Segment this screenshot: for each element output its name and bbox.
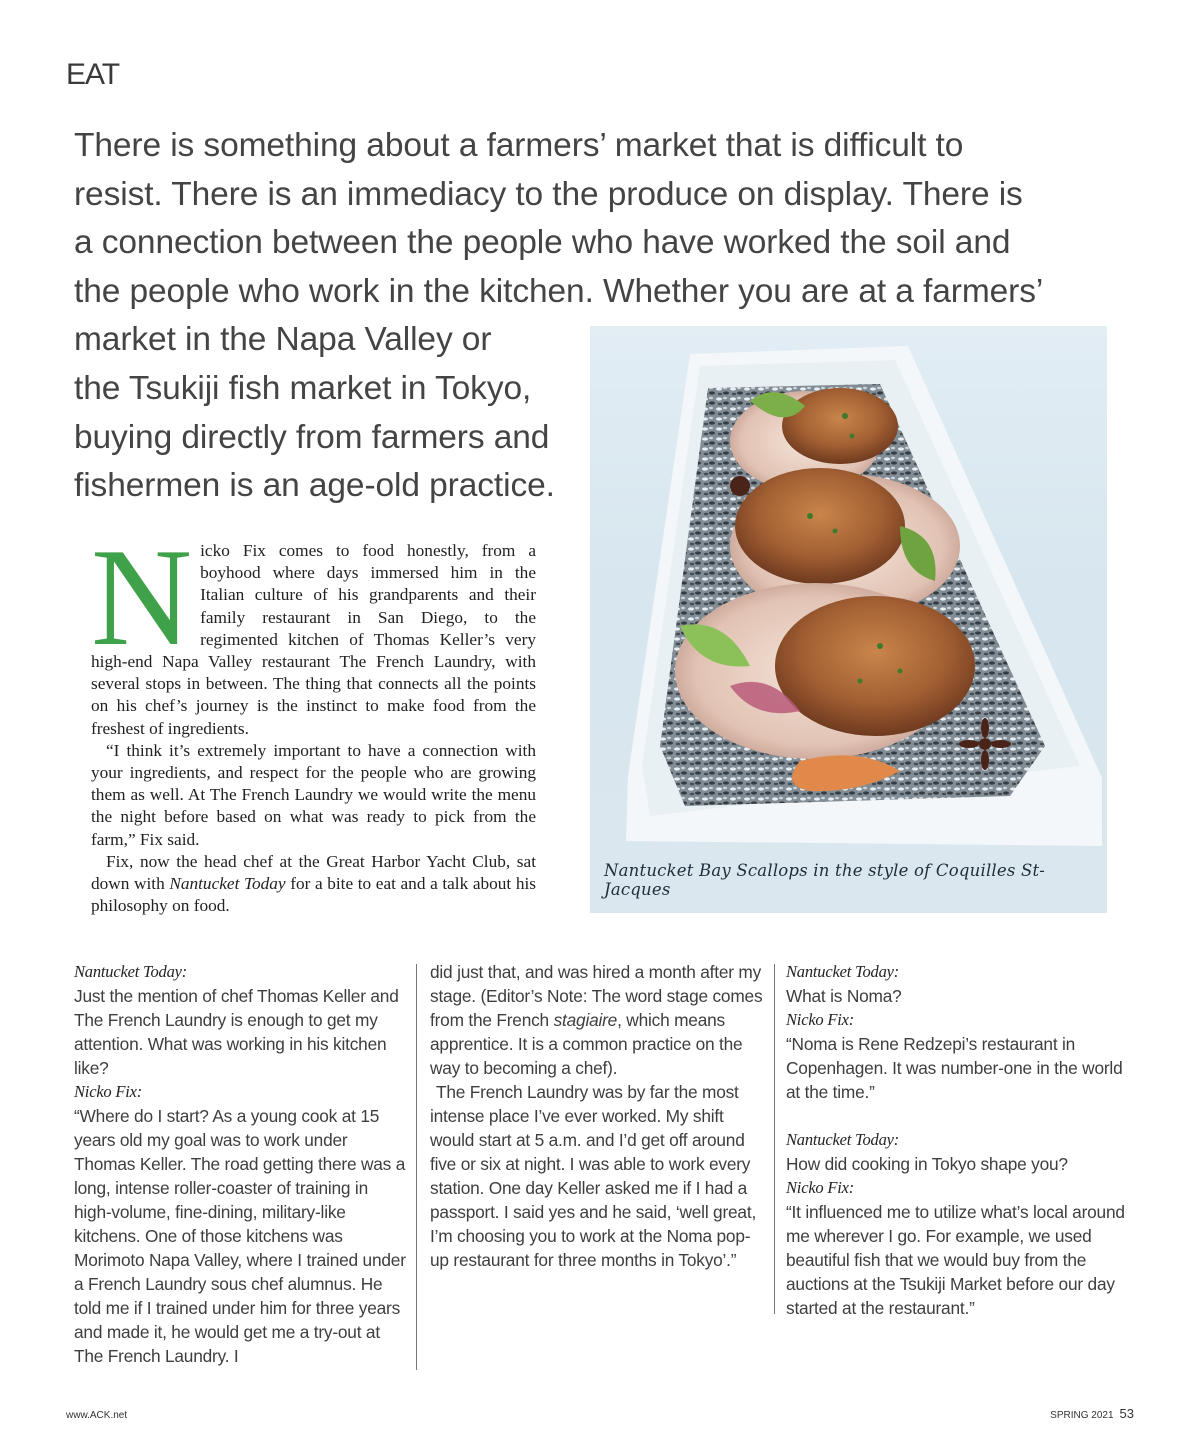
column-divider bbox=[774, 964, 775, 1314]
question-speaker: Nantucket Today: bbox=[786, 962, 900, 981]
spacer bbox=[786, 1104, 1131, 1128]
photo-caption: Nantucket Bay Scallops in the style of Coquilles St-Jacques bbox=[604, 861, 1046, 899]
answer-fragment: , which means apprentice. It is a common practice on the way to becoming a chef). bbox=[430, 1010, 743, 1078]
intro-paragraph: “I think it’s extremely important to have a connection with your ingredients, and respect for the people who are growing them as well. At The French Laundry we would write the menu the night before based on what was ready to pick from the farm,” Fix said. bbox=[91, 740, 536, 849]
lead-line: resist. There is an immediacy to the produce on display. There is bbox=[74, 175, 1023, 213]
food-photo bbox=[590, 326, 1107, 913]
lead-line: buying directly from farmers and bbox=[74, 418, 550, 456]
interview-column-2 bbox=[430, 960, 765, 1272]
answer-text: “It influenced me to utilize what’s local around me wherever I go. For example, we used beautiful fish that we would buy from the auctions at the Tsukiji Market before our day started at the restaurant.” bbox=[786, 1202, 1125, 1318]
answer-speaker: Nicko Fix: bbox=[74, 1082, 143, 1101]
page-number: 53 bbox=[1119, 1406, 1134, 1421]
lead-line: a connection between the people who have worked the soil and bbox=[74, 224, 1011, 262]
answer-speaker: Nicko Fix: bbox=[786, 1010, 855, 1029]
foreign-term: stagiaire bbox=[553, 1010, 618, 1030]
lead-line: fishermen is an age-old practice. bbox=[74, 467, 555, 505]
question-text: How did cooking in Tokyo shape you? bbox=[786, 1154, 1068, 1174]
lead-line: the people who work in the kitchen. Whether you are at a farmers’ bbox=[74, 272, 1044, 310]
intro-text bbox=[91, 520, 537, 917]
intro-text-fragment: for a bite to eat and a talk about his philosophy on food. bbox=[91, 874, 537, 916]
intro-text-fragment: Fix, now the head chef at the Great Harbor Yacht Club, sat down with bbox=[91, 851, 536, 894]
intro-paragraph: icko Fix comes to food honestly, from a boyhood where days immersed him in the Italian culture of his grandparents and their family restaurant in San Diego, to the regimented kitchen of Thomas Keller’s very high-end Napa Valley restaurant The French Laundry, with several stops in between. The thing that connects all the points on his chef’s journey is the instinct to make food from the freshest of ingredients. bbox=[91, 541, 536, 738]
question-speaker: Nantucket Today: bbox=[74, 962, 188, 981]
answer-text: “Where do I start? As a young cook at 15 years old my goal was to work under Thomas Keller. The road getting there was a long, intense roller-coaster of training in high-volume, fine-dining, military-like kitchens. One of those kitchens was Morimoto Napa Valley, where I trained under a French Laundry sous chef alumnus. He told me if I trained under him for three years and made it, he would get me a try-out at The French Laundry. I bbox=[74, 1106, 406, 1366]
drop-cap: N bbox=[91, 520, 193, 675]
answer-speaker: Nicko Fix: bbox=[786, 1178, 855, 1197]
intro-paragraph bbox=[91, 851, 536, 918]
question-text: What is Noma? bbox=[786, 986, 902, 1006]
footer-issue-info bbox=[1050, 1406, 1134, 1421]
footer-website: www.ACK.net bbox=[66, 1410, 128, 1421]
lead-line: the Tsukiji fish market in Tokyo, bbox=[74, 369, 532, 407]
answer-text bbox=[430, 960, 765, 1080]
answer-text: The French Laundry was by far the most intense place I’ve ever worked. My shift would start at 5 a.m. and I’d get off around five or six at night. I was able to work every station. One day Keller asked me if I had a passport. I said yes and he said, ‘well great, I’m choosing you to work at the Noma pop-up restaurant for three months in Tokyo’.” bbox=[430, 1082, 757, 1270]
question-speaker: Nantucket Today: bbox=[786, 1130, 900, 1149]
column-divider bbox=[416, 964, 417, 1370]
section-label: EAT bbox=[66, 58, 120, 91]
publication-name: Nantucket Today bbox=[169, 874, 286, 894]
interview-column-1 bbox=[74, 960, 406, 1368]
lead-line: There is something about a farmers’ market that is difficult to bbox=[74, 127, 964, 164]
issue-label: SPRING 2021 bbox=[1050, 1410, 1114, 1421]
interview-column-3 bbox=[786, 960, 1131, 1320]
answer-fragment: did just that, and was hired a month after my stage. (Editor’s Note: The word stage comes from the French bbox=[430, 962, 763, 1030]
scallop-plate-illustration bbox=[590, 326, 1107, 913]
lead-line: market in the Napa Valley or bbox=[74, 321, 492, 359]
answer-text: “Noma is Rene Redzepi’s restaurant in Copenhagen. It was number-one in the world at the time.” bbox=[786, 1034, 1123, 1102]
question-text: Just the mention of chef Thomas Keller and The French Laundry is enough to get my attention. What was working in his kitchen like? bbox=[74, 986, 399, 1078]
